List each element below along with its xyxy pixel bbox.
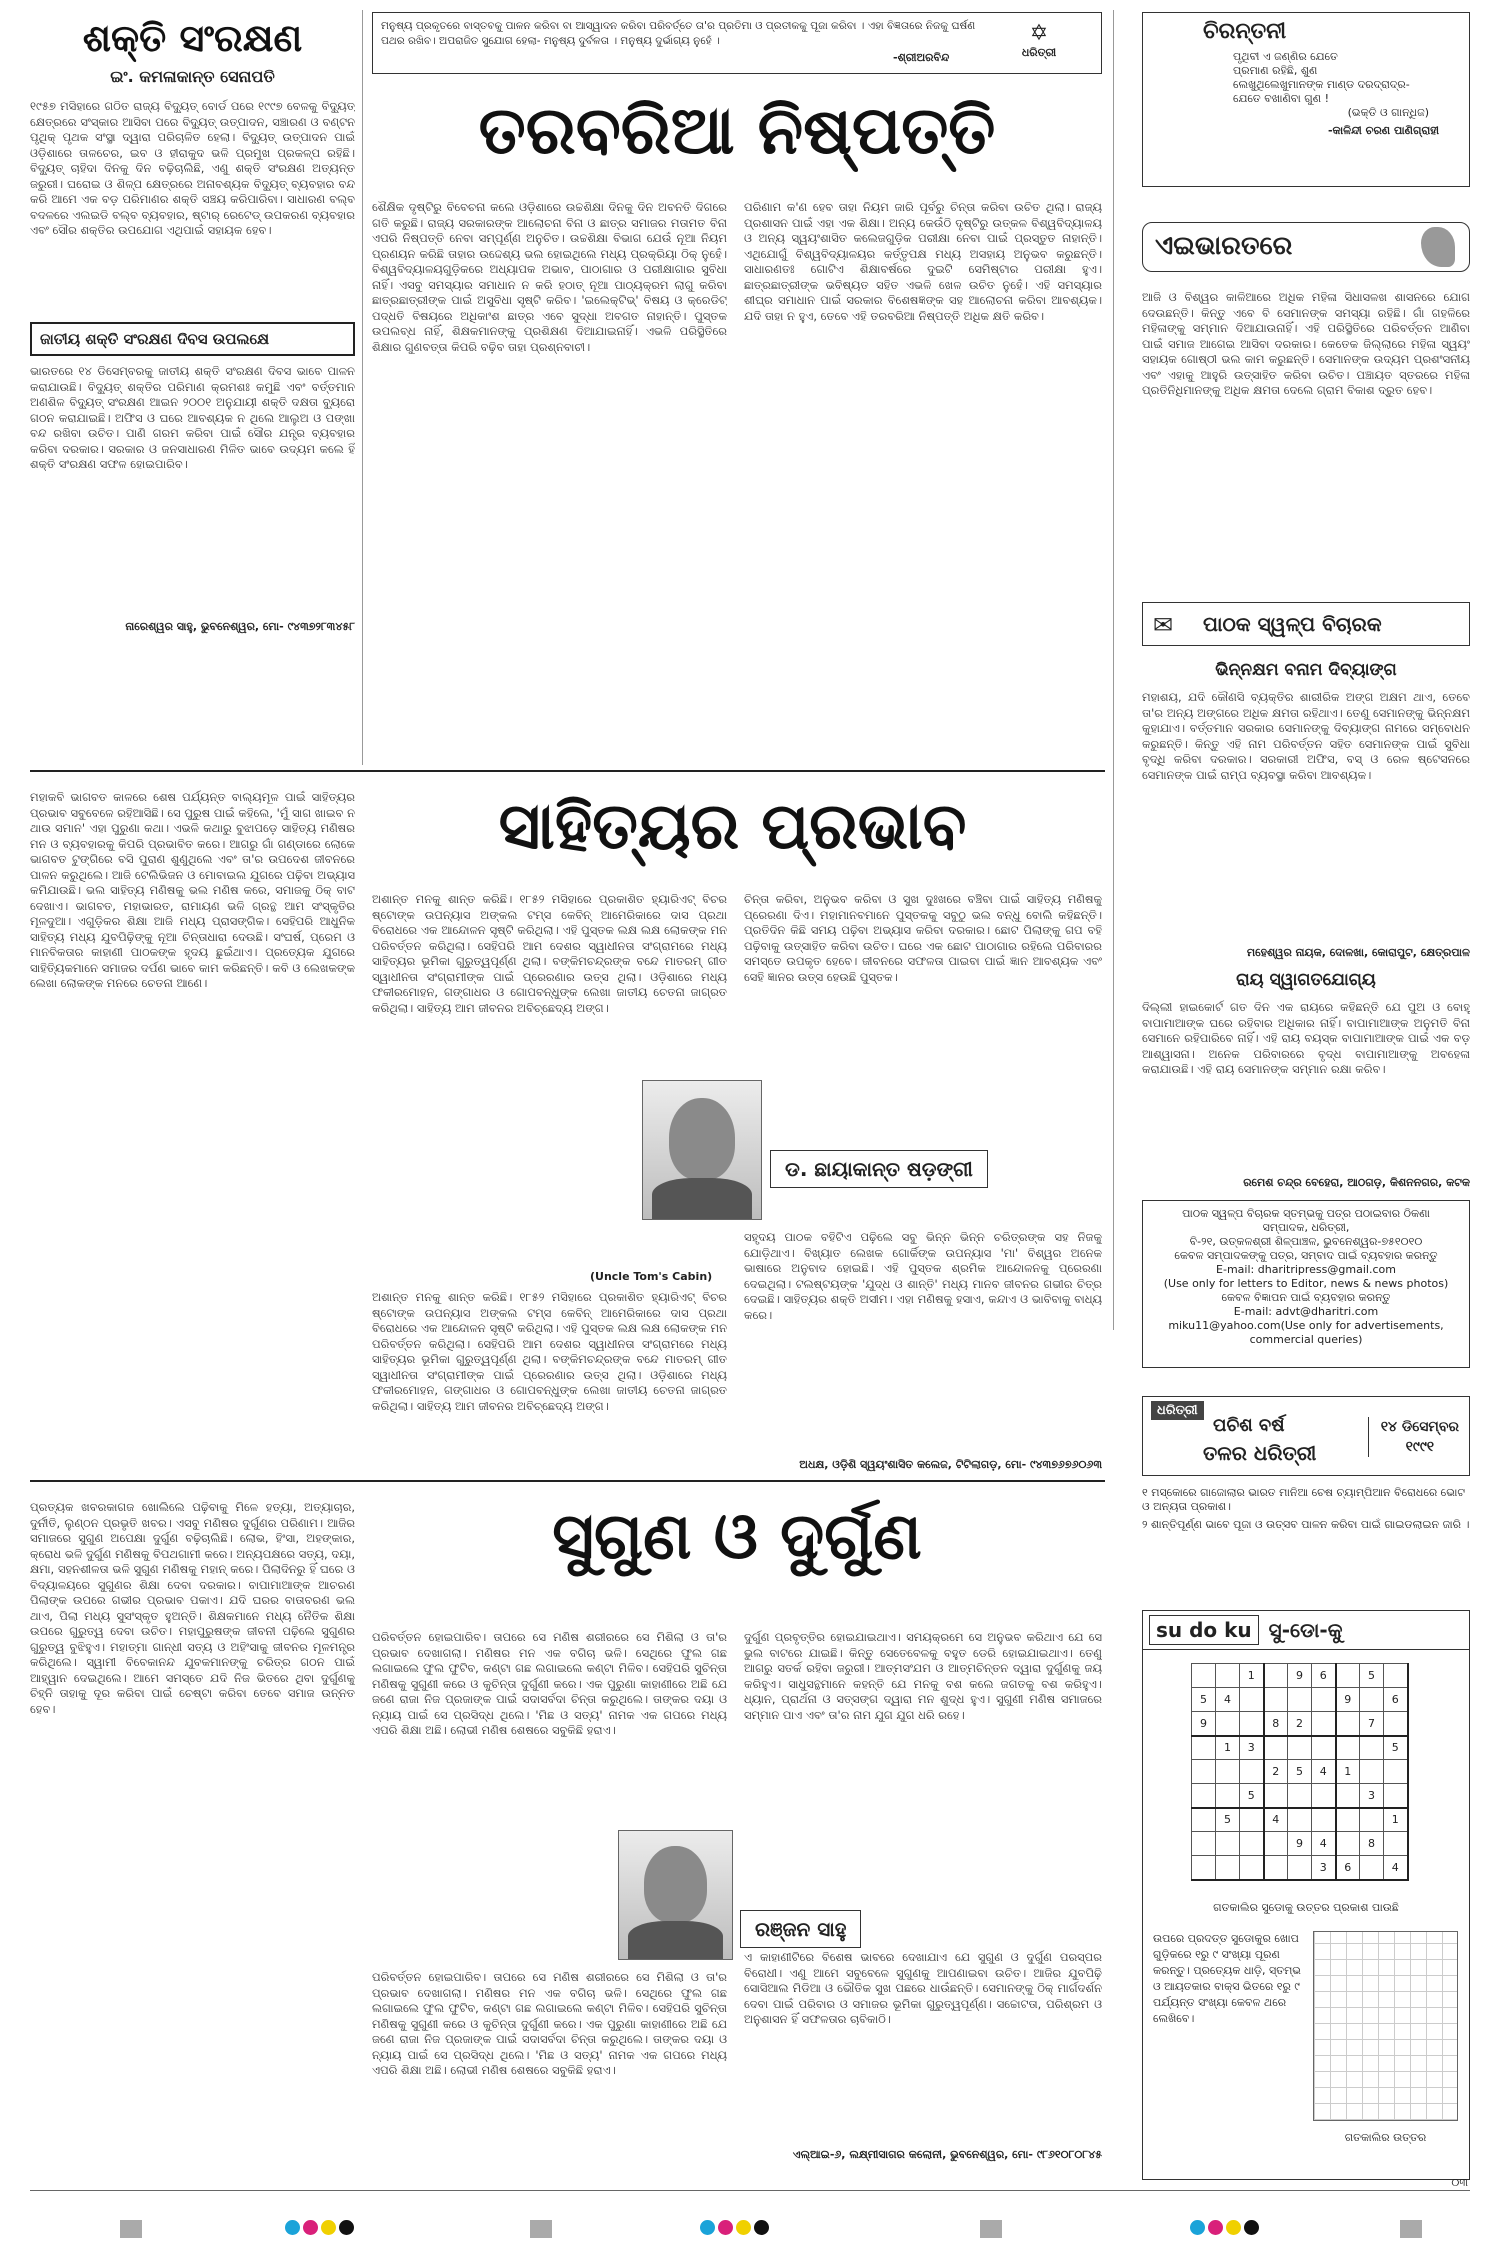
- sudoku-cell[interactable]: [1240, 1856, 1264, 1880]
- sudoku-cell[interactable]: 6: [1336, 1856, 1360, 1880]
- shakti-body-2: ଭାରତରେ ୧୪ ଡିସେମ୍ବରକୁ ଜାତୀୟ ଶକ୍ତି ସଂରକ୍ଷଣ ଦିବସ ଭାବେ ପାଳନ କରାଯାଉଛି। ବିଦ୍ୟୁତ୍ ଶକ୍ତିର ପରିମାଣ କ୍ରମଶଃ କମୁଛି ଏବଂ ବର୍ତ୍ତମାନ ଅଣଶିଳ ବିଦ୍ୟୁତ୍ ସଂରକ୍ଷଣ ଆଇନ ୨୦୦୧ ଅନୁଯାୟୀ ଶକ୍ତି ଦକ୍ଷତା ବ୍ୟୁରୋ ଗଠନ କରାଯାଇଛି। ଅଫିସ ଓ ଘରେ ଆବଶ୍ୟକ ନ ଥିଲେ ଆଲୁଅ ଓ ପଙ୍ଖା ବନ୍ଦ ରଖିବା ଉଚିତ। ପାଣି ଗରମ କରିବା ପାଇଁ ସୌର ଯନ୍ତ୍ର ବ୍ୟବହାର କରିବା ଦରକାର। ସରକାର ଓ ଜନସାଧାରଣ ମିଳିତ ଭାବେ ଉଦ୍ୟମ କଲେ ହିଁ ଶକ୍ତି ସଂରକ୍ଷଣ ସଫଳ ହୋଇପାରିବ।: [30, 364, 355, 471]
- archive-date-1: ୧୪ ଡିସେମ୍ବର: [1380, 1419, 1459, 1435]
- sudoku-cell[interactable]: [1336, 1832, 1360, 1856]
- chirantani-title: ଚିରନ୍ତନୀ: [1203, 19, 1287, 44]
- top-left-section: [30, 12, 355, 762]
- sudoku-cell[interactable]: 1: [1240, 1664, 1264, 1688]
- sudoku-cell[interactable]: [1312, 1736, 1336, 1760]
- sudoku-cell[interactable]: [1288, 1784, 1312, 1808]
- chirantani-line: ଲେଖୁଥିଲେଖୁମାନଙ୍କ ମାଣ୍ଡ ଦରଦ୍ରାଦ୍ର-: [1233, 78, 1410, 91]
- sudoku-cell[interactable]: 1: [1384, 1808, 1408, 1832]
- answer-caption: ଗତକାଲିର ଉତ୍ତର: [1344, 2131, 1427, 2144]
- sudoku-cell[interactable]: 5: [1216, 1808, 1240, 1832]
- sudoku-cell[interactable]: [1264, 1784, 1288, 1808]
- contact-line: କେବଳ ସମ୍ପାଦକଙ୍କୁ ପତ୍ର, ସମ୍ବାଦ ପାଇଁ ବ୍ୟବହାର କରନ୍ତୁ: [1174, 1249, 1438, 1262]
- contact-box: [1142, 1200, 1470, 1368]
- page-number: ୦୩: [1451, 2176, 1468, 2189]
- sudoku-cell[interactable]: [1312, 1688, 1336, 1712]
- sudoku-cell[interactable]: [1264, 1736, 1288, 1760]
- sudoku-cell[interactable]: [1336, 1808, 1360, 1832]
- uncle-tom-quote: (Uncle Tom's Cabin): [590, 1270, 713, 1283]
- chirantani-source: (ଭକ୍ତି ଓ ଗାନ୍ଧିଜ): [1347, 106, 1429, 119]
- archive-item-2: ୨ ଶାନ୍ତିପୂର୍ଣ୍ଣ ଭାବେ ପୂଜା ଓ ଉତ୍ସବ ପାଳନ କରିବା ପାଇଁ ଗାଇଡଲାଇନ ଜାରି ।: [1142, 1518, 1470, 1531]
- sudoku-header: [1143, 1611, 1469, 1650]
- quote-box: [372, 12, 1102, 74]
- sudoku-cell[interactable]: [1360, 1808, 1384, 1832]
- sudoku-cell[interactable]: [1264, 1832, 1288, 1856]
- sahityara-col-3: ଚିନ୍ତା କରିବା, ଅନୁଭବ କରିବା ଓ ସୁଖ ଦୁଃଖରେ ବଞ୍ଚିବା ପାଇଁ ସାହିତ୍ୟ ମଣିଷକୁ ପ୍ରେରଣା ଦିଏ। ମହାମାନବମାନେ ପୁସ୍ତକକୁ ସବୁଠୁ ଭଲ ବନ୍ଧୁ ବୋଲି କହିଛନ୍ତି। ପ୍ରତିଦିନ କିଛି ସମୟ ପଢ଼ିବା ଅଭ୍ୟାସ କରିବା ଦରକାର। ଛୋଟ ପିଲାଙ୍କୁ ଗପ ବହି ପଢ଼ିବାକୁ ଉତ୍ସାହିତ କରିବା ଉଚିତ। ଘରେ ଏକ ଛୋଟ ପାଠାଗାର ରହିଲେ ପରିବାରର ସମସ୍ତେ ଉପକୃତ ହେବେ। ଜୀବନରେ ସଫଳତା ପାଇବା ପାଇଁ ଜ୍ଞାନ ଆବଶ୍ୟକ ଏବଂ ସେହି ଜ୍ଞାନର ଉତ୍ସ ହେଉଛି ପୁସ୍ତକ।: [744, 892, 1102, 984]
- sudoku-cell[interactable]: [1384, 1832, 1408, 1856]
- suguna-col-2: ପରିବର୍ତ୍ତନ ହୋଇପାରିବ। ତାପରେ ସେ ମଣିଷ ଶରୀରରେ ସେ ମିଶିଲା ଓ ତା'ର ପ୍ରଭାବ ଦେଖାଗଲା। ମଣିଷର ମନ ଏକ ବଗିଚା ଭଳି। ସେଥିରେ ଫୁଲ ଗଛ ଲଗାଇଲେ ଫୁଲ ଫୁଟିବ, କଣ୍ଟା ଗଛ ଲଗାଇଲେ କଣ୍ଟା ମିଳିବ। ସେହିପରି ସୁଚିନ୍ତା ମଣିଷକୁ ସୁଗୁଣୀ କରେ ଓ କୁଚିନ୍ତା ଦୁର୍ଗୁଣୀ କରେ। ଏକ ପୁରୁଣା କାହାଣୀରେ ଅଛି ଯେ ଜଣେ ରାଜା ନିଜ ପ୍ରଜାଙ୍କ ପାଇଁ ସଦାସର୍ବଦା ଚିନ୍ତା କରୁଥିଲେ। ତାଙ୍କର ଦୟା ଓ ନ୍ୟାୟ ପାଇଁ ସେ ପ୍ରସିଦ୍ଧ ଥିଲେ। 'ମିଛ ଓ ସତ୍ୟ' ନାମକ ଏକ ଗପରେ ମଧ୍ୟ ଏପରି ଶିକ୍ଷା ଅଛି। ଲୋଭୀ ମଣିଷ ଶେଷରେ ସବୁକିଛି ହରାଏ।: [372, 1630, 727, 1737]
- sudoku-cell[interactable]: 4: [1384, 1856, 1408, 1880]
- sudoku-cell[interactable]: [1264, 1664, 1288, 1688]
- sudoku-cell[interactable]: [1312, 1712, 1336, 1736]
- sudoku-cell[interactable]: 3: [1312, 1856, 1336, 1880]
- sudoku-cell[interactable]: 6: [1312, 1664, 1336, 1688]
- quote-text: ମନୁଷ୍ୟ ପ୍ରକୃତରେ ବାସ୍ତବକୁ ପାଳନ କରିବା ବା ଆସ୍ୱାଦନ କରିବା ପରିବର୍ତ୍ତେ ତା'ର ପ୍ରତିମା ଓ ପ୍ରତୀକକୁ ପୂଜା କରିବା । ଏହା ବିଜ୍ଞତାରେ ନିଜକୁ ଘର୍ଷଣ ପଥର ରଖିବ। ଅପରାଜିତ ସୁଯୋଗ ହେଲା- ମନୁଷ୍ୟ ଦୁର୍ବଳତା । ମନୁଷ୍ୟ ଦୁର୍ଭାଗ୍ୟ ନୁହେଁ ।: [381, 20, 976, 47]
- sudoku-cell[interactable]: [1216, 1832, 1240, 1856]
- sudoku-cell[interactable]: [1192, 1832, 1216, 1856]
- star-icon: ✡: [1029, 21, 1049, 46]
- suguna-col-1: ପ୍ରତ୍ୟକ ଖବରକାଗଜ ଖୋଲିଲେ ପଢ଼ିବାକୁ ମିଳେ ହତ୍ୟା, ଅତ୍ୟାଚାର, ଦୁର୍ନୀତି, ଲୁଣ୍ଠନ ପ୍ରଭୃତି ଖବର। ଏସବୁ ମଣିଷର ଦୁର୍ଗୁଣର ପରିଣାମ। ଆଜିର ସମାଜରେ ସୁଗୁଣ ଅପେକ୍ଷା ଦୁର୍ଗୁଣ ବଢ଼ିଚାଲିଛି। ଲୋଭ, ହିଂସା, ଅହଙ୍କାର, କ୍ରୋଧ ଭଳି ଦୁର୍ଗୁଣ ମଣିଷକୁ ବିପଥଗାମୀ କରେ। ଅନ୍ୟପକ୍ଷରେ ସତ୍ୟ, ଦୟା, କ୍ଷମା, ସହନଶୀଳତା ଭଳି ସୁଗୁଣ ମଣିଷକୁ ମହାନ୍ କରେ। ପିଲାଦିନରୁ ହିଁ ଘରେ ଓ ବିଦ୍ୟାଳୟରେ ସୁଗୁଣର ଶିକ୍ଷା ଦେବା ଦରକାର। ବାପାମାଆଙ୍କ ଆଚରଣ ପିଲାଙ୍କ ଉପରେ ଗଭୀର ପ୍ରଭାବ ପକାଏ। ଯଦି ଘରର ବାତାବରଣ ଭଲ ଥାଏ, ପିଲା ମଧ୍ୟ ସୁସଂସ୍କୃତ ହୁଅନ୍ତି। ଶିକ୍ଷକମାନେ ମଧ୍ୟ ନୈତିକ ଶିକ୍ଷା ଉପରେ ଗୁରୁତ୍ୱ ଦେବା ଉଚିତ। ମହାପୁରୁଷଙ୍କ ଜୀବନୀ ପଢ଼ିଲେ ସୁଗୁଣର ଗୁରୁତ୍ୱ ବୁଝିହୁଏ। ମହାତ୍ମା ଗାନ୍ଧୀ ସତ୍ୟ ଓ ଅହିଂସାକୁ ଜୀବନର ମୂଳମନ୍ତ୍ର କରିଥିଲେ। ସ୍ୱାମୀ ବିବେକାନନ୍ଦ ଯୁବକମାନଙ୍କୁ ଚରିତ୍ର ଗଠନ ପାଇଁ ଆହ୍ୱାନ ଦେଇଥିଲେ। ଆମେ ସମସ୍ତେ ଯଦି ନିଜ ଭିତରେ ଥିବା ଦୁର୍ଗୁଣକୁ ଚିହ୍ନି ତାହାକୁ ଦୂର କରିବା ପାଇଁ ଚେଷ୍ଟା କରିବା ତେବେ ସମାଜ ଉନ୍ନତ ହେବ।: [30, 1500, 355, 1716]
- sudoku-caption: ଗତକାଲିର ସୁଡୋକୁ ଉତ୍ତର ପ୍ରକାଶ ପାଉଛି: [1213, 1901, 1399, 1914]
- sudoku-cell[interactable]: [1312, 1808, 1336, 1832]
- sudoku-cell[interactable]: 9: [1288, 1832, 1312, 1856]
- sudoku-cell[interactable]: [1288, 1736, 1312, 1760]
- contact-email[interactable]: miku11@yahoo.com(Use only for advertisements, commercial queries): [1168, 1319, 1444, 1346]
- sudoku-cell[interactable]: 2: [1264, 1760, 1288, 1784]
- quote-logo-text: ଧରିତ୍ରୀ: [1021, 46, 1057, 59]
- shakti-author: ଇଂ. କମଳାକାନ୍ତ ସେନାପତି: [110, 67, 275, 86]
- letter2-body: ଦିଲ୍ଲୀ ହାଇକୋର୍ଟ ଗତ ଦିନ ଏକ ରାୟରେ କହିଛନ୍ତି ଯେ ପୁଅ ଓ ବୋହୂ ବାପାମାଆଙ୍କ ଘରେ ରହିବାର ଅଧିକାର ନାହିଁ। ବାପାମାଆଙ୍କ ଅନୁମତି ବିନା ସେମାନେ ରହିପାରିବେ ନାହିଁ। ଏହି ରାୟ ବୟସ୍କ ବାପାମାଆଙ୍କ ପାଇଁ ଏକ ବଡ଼ ଆଶ୍ୱାସନା। ଅନେକ ପରିବାରରେ ବୃଦ୍ଧ ବାପାମାଆଙ୍କୁ ଅବହେଳା କରାଯାଉଛି। ଏହି ରାୟ ସେମାନଙ୍କ ସମ୍ମାନ ରକ୍ଷା କରିବ।: [1142, 1000, 1470, 1076]
- sudoku-cell[interactable]: [1192, 1664, 1216, 1688]
- sahityara-col-2b: ଅଶାନ୍ତ ମନକୁ ଶାନ୍ତ କରିଛି। ୧୮୫୨ ମସିହାରେ ପ୍ରକାଶିତ ହ୍ୟାରିଏଟ୍ ବିଚର ଷ୍ଟୋଙ୍କ ଉପନ୍ୟାସ ଅଙ୍କଲ ଟମ୍ସ କେବିନ୍ ଆମେରିକାରେ ଦାସ ପ୍ରଥା ବିରୋଧରେ ଏକ ଆନ୍ଦୋଳନ ସୃଷ୍ଟି କରିଥିଲା। ଏହି ପୁସ୍ତକ ଲକ୍ଷ ଲକ୍ଷ ଲୋକଙ୍କ ମନ ପରିବର୍ତ୍ତନ କରିଥିଲା। ସେହିପରି ଆମ ଦେଶର ସ୍ୱାଧୀନତା ସଂଗ୍ରାମରେ ମଧ୍ୟ ସାହିତ୍ୟର ଭୂମିକା ଗୁରୁତ୍ୱପୂର୍ଣ୍ଣ ଥିଲା। ବଙ୍କିମଚନ୍ଦ୍ରଙ୍କ ବନ୍ଦେ ମାତରମ୍ ଗୀତ ସ୍ୱାଧୀନତା ସଂଗ୍ରାମୀଙ୍କ ପାଇଁ ପ୍ରେରଣାର ଉତ୍ସ ଥିଲା। ଓଡ଼ିଶାରେ ମଧ୍ୟ ଫକୀରମୋହନ, ଗଙ୍ଗାଧର ଓ ଗୋପବନ୍ଧୁଙ୍କ ଲେଖା ଜାତୀୟ ଚେତନା ଜାଗ୍ରତ କରିଥିଲା। ସାହିତ୍ୟ ଆମ ଜୀବନର ଅବିଚ୍ଛେଦ୍ୟ ଅଙ୍ଗ।: [372, 1290, 727, 1413]
- sudoku-cell[interactable]: [1288, 1808, 1312, 1832]
- quote-author: -ଶ୍ରୀଅରବିନ୍ଦ: [893, 51, 950, 64]
- sudoku-cell[interactable]: [1264, 1688, 1288, 1712]
- sudoku-cell[interactable]: 5: [1288, 1760, 1312, 1784]
- sudoku-cell[interactable]: [1360, 1688, 1384, 1712]
- contact-line: ପାଠକ ସ୍ୱଳ୍ପ ବିଚାରକ ସ୍ତମ୍ଭକୁ ପତ୍ର ପଠାଇବାର ଠିକଣା: [1182, 1207, 1430, 1220]
- sahityara-author: ଡ. ଛାୟାକାନ୍ତ ଷଡ଼ଙ୍ଗୀ: [770, 1150, 988, 1188]
- print-marks: [0, 2220, 1500, 2244]
- sudoku-cell[interactable]: [1192, 1856, 1216, 1880]
- headline-tarabaria: ତରବରିଆ ନିଷ୍ପତ୍ତି: [478, 92, 996, 169]
- sudoku-cell[interactable]: 5: [1240, 1784, 1264, 1808]
- contact-line: କେବଳ ବିଜ୍ଞାପନ ପାଇଁ ବ୍ୟବହାର କରନ୍ତୁ: [1221, 1291, 1391, 1304]
- contact-line: ବି-୨୧, ଉତ୍କଳଶ୍ରୀ ଶିଳ୍ପାଞ୍ଚଳ, ଭୁବନେଶ୍ୱର-୭୫୧୦୧୦: [1189, 1235, 1423, 1248]
- sudoku-cell[interactable]: 4: [1216, 1688, 1240, 1712]
- sudoku-cell[interactable]: [1312, 1784, 1336, 1808]
- author-photo: [618, 1830, 733, 1960]
- sudoku-cell[interactable]: [1240, 1712, 1264, 1736]
- sudoku-cell[interactable]: [1288, 1856, 1312, 1880]
- archive-logo: ଧରିତ୍ରୀ: [1151, 1401, 1204, 1420]
- sudoku-cell[interactable]: [1192, 1808, 1216, 1832]
- sudoku-cell[interactable]: [1288, 1688, 1312, 1712]
- contact-note: (Use only for letters to Editor, news & news photos): [1163, 1277, 1449, 1290]
- sudoku-cell[interactable]: 3: [1360, 1784, 1384, 1808]
- sudoku-cell[interactable]: [1264, 1856, 1288, 1880]
- shakti-body: ୧୯୫୭ ମସିହାରେ ଗଠିତ ରାଜ୍ୟ ବିଦ୍ୟୁତ୍ ବୋର୍ଡ ପରେ ୧୯୯୭ ବେଳକୁ ବିଦ୍ୟୁତ୍ କ୍ଷେତ୍ରରେ ସଂସ୍କାର ଆସିବା ପରେ ବିଦ୍ୟୁତ୍ ଉତ୍ପାଦନ, ସଞ୍ଚାରଣ ଓ ବଣ୍ଟନ ପୃଥିକ୍ ପୃଥକ ସଂସ୍ଥା ଦ୍ୱାରା ପରିଚାଳିତ ହେଲା। ବିଦ୍ୟୁତ୍ ଉତ୍ପାଦନ ପାଇଁ ଓଡ଼ିଶାରେ ତାଳଚେର, ଇବ ଓ ହୀରାକୁଦ ଭଳି ପ୍ରମୁଖ ପ୍ରକଳ୍ପ ରହିଛି। ବିଦ୍ୟୁତ୍ ଚାହିଦା ଦିନକୁ ଦିନ ବଢ଼ିଚାଲିଛି, ଏଣୁ ଶକ୍ତି ସଂରକ୍ଷଣ ଅତ୍ୟନ୍ତ ଜରୁରୀ। ଘରୋଇ ଓ ଶିଳ୍ପ କ୍ଷେତ୍ରରେ ଅନାବଶ୍ୟକ ବିଦ୍ୟୁତ୍ ବ୍ୟବହାର ବନ୍ଦ କରି ଆମେ ଏକ ବଡ଼ ପରିମାଣର ଶକ୍ତି ସଞ୍ଚୟ କରିପାରିବା। ସାଧାରଣ ବଲ୍ବ ବଦଳରେ ଏଲଇଡି ବଲ୍ବ ବ୍ୟବହାର, ଷ୍ଟାର୍ ରେଟେଡ୍ ଉପକରଣ ବ୍ୟବହାର ଏବଂ ସୌର ଶକ୍ତିର ଉପଯୋଗ ଏଥିପାଇଁ ସହାୟକ ହେବ।: [30, 99, 355, 237]
- ebharat-text: ଆଜି ଓ ବିଶ୍ୱର କାଳିଆରେ ଅଧିକ ମହିଳା ସିଧାସଳଖ ଶାସନରେ ଯୋଗ ଦେଉଛନ୍ତି। କିନ୍ତୁ ଏବେ ବି ସେମାନଙ୍କ ସମସ୍ୟା ରହିଛି। ଗାଁ ଗହଳିରେ ମହିଳାଙ୍କୁ ସମ୍ମାନ ଦିଆଯାଉନାହିଁ। ଏହି ପରିସ୍ଥିତିରେ ପରିବର୍ତ୍ତନ ଆଣିବା ପାଇଁ ସମାଜ ଆଗେଇ ଆସିବା ଦରକାର। କେତେକ ଜିଲ୍ଲାରେ ମହିଳା ସ୍ୱୟଂ ସହାୟକ ଗୋଷ୍ଠୀ ଭଲ କାମ କରୁଛନ୍ତି। ସେମାନଙ୍କ ଉଦ୍ୟମ ପ୍ରଶଂସନୀୟ ଏବଂ ଏହାକୁ ଆହୁରି ଉତ୍ସାହିତ କରିବା ଉଚିତ। ପଞ୍ଚାୟତ ସ୍ତରରେ ମହିଳା ପ୍ରତିନିଧିମାନଙ୍କୁ ଅଧିକ କ୍ଷମତା ଦେଲେ ଗ୍ରାମ ବିକାଶ ଦ୍ରୁତ ହେବ।: [1142, 290, 1470, 397]
- envelope-icon: ✉: [1153, 611, 1174, 639]
- chirantani-line: ପ୍ରମାଣ ରହିଛି, ଶୁଣ: [1233, 64, 1318, 77]
- sudoku-cell[interactable]: 3: [1240, 1736, 1264, 1760]
- archive-item-1: ୧ ମସ୍କୋରେ ଗାଜୋଲାର ଭାରତ ମାନିଆ ଚେଷ ଚ୍ୟାମ୍ପିଆନ ବିରୋଧରେ ଭୋଟ ଓ ଅନ୍ୟତା ପ୍ରକାଶ।: [1142, 1486, 1465, 1513]
- tarabaria-col-1: ଶୈକ୍ଷିକ ଦୃଷ୍ଟିରୁ ବିବେଚନା କଲେ ଓଡ଼ିଶାରେ ଉଚ୍ଚଶିକ୍ଷା ଦିନକୁ ଦିନ ଅବନତି ଦିଗରେ ଗତି କରୁଛି। ରାଜ୍ୟ ସରକାରଙ୍କ ଆଲୋଚନା ବିନା ଓ ଛାତ୍ର ସମାଜର ମତାମତ ବିନା ଏପରି ନିଷ୍ପତ୍ତି ନେବା ସମ୍ପୂର୍ଣ୍ଣ ଅନୁଚିତ। ଉଚ୍ଚଶିକ୍ଷା ବିଭାଗ ଯେଉଁ ନୂଆ ନିୟମ ପ୍ରଣୟନ କରିଛି ତାହାର ଉଦ୍ଦେଶ୍ୟ ଭଲ ହୋଇଥିଲେ ମଧ୍ୟ ପ୍ରକ୍ରିୟା ଠିକ୍ ନୁହେଁ। ବିଶ୍ୱବିଦ୍ୟାଳୟଗୁଡ଼ିକରେ ଅଧ୍ୟାପକ ଅଭାବ, ପାଠାଗାର ଓ ପରୀକ୍ଷାଗାର ସୁବିଧା ନାହିଁ। ଏସବୁ ସମସ୍ୟାର ସମାଧାନ ନ କରି ହଠାତ୍ ନୂଆ ପାଠ୍ୟକ୍ରମ ଲାଗୁ କରିବା ଛାତ୍ରଛାତ୍ରୀଙ୍କ ପାଇଁ ଅସୁବିଧା ସୃଷ୍ଟି କରିବ। 'ଇଲେକ୍ଟିଭ୍' ବିଷୟ ଓ କ୍ରେଡିଟ୍ ପଦ୍ଧତି ବିଷୟରେ ଅଧିକାଂଶ ଛାତ୍ର ଏବେ ସୁଦ୍ଧା ଅବଗତ ନାହାନ୍ତି। ପୁସ୍ତକ ଉପଲବ୍ଧ ନାହିଁ, ଶିକ୍ଷକମାନଙ୍କୁ ପ୍ରଶିକ୍ଷଣ ଦିଆଯାଇନାହିଁ। ଏଭଳି ପରିସ୍ଥିତିରେ ଶିକ୍ଷାର ଗୁଣବତ୍ତା କିପରି ବଢ଼ିବ ତାହା ପ୍ରଶ୍ନବାଚୀ।: [372, 200, 727, 354]
- sudoku-cell[interactable]: 2: [1288, 1712, 1312, 1736]
- sudoku-cell[interactable]: [1384, 1760, 1408, 1784]
- sahityara-col-3b: ସହୃଦୟ ପାଠକ ବହିଟିଏ ପଢ଼ିଲେ ସବୁ ଭିନ୍ନ ଭିନ୍ନ ଚରିତ୍ରଙ୍କ ସହ ନିଜକୁ ଯୋଡ଼ିଥାଏ। ବିଖ୍ୟାତ ଲେଖକ ଗୋର୍କିଙ୍କ ଉପନ୍ୟାସ 'ମା' ବିଶ୍ୱର ଅନେକ ଭାଷାରେ ଅନୁବାଦ ହୋଇଛି। ଏହି ପୁସ୍ତକ ଶ୍ରମିକ ଆନ୍ଦୋଳନକୁ ପ୍ରେରଣା ଦେଇଥିଲା। ଟଲଷ୍ଟୟଙ୍କ 'ଯୁଦ୍ଧ ଓ ଶାନ୍ତି' ମଧ୍ୟ ମାନବ ଜୀବନର ଗଭୀର ଚିତ୍ର ଦେଇଛି। ସାହିତ୍ୟର ଶକ୍ତି ଅସୀମ। ଏହା ମଣିଷକୁ ହସାଏ, କନ୍ଦାଏ ଓ ଭାବିବାକୁ ବାଧ୍ୟ କରେ।: [744, 1230, 1102, 1322]
- chirantani-box: [1142, 12, 1470, 187]
- chirantani-line: ଯେତେ ବଖାଣିବା ଗୁଣ !: [1233, 92, 1329, 105]
- sudoku-cell[interactable]: [1216, 1856, 1240, 1880]
- sudoku-cell[interactable]: 8: [1360, 1832, 1384, 1856]
- author-photo: [642, 1080, 762, 1220]
- sudoku-cell[interactable]: [1360, 1736, 1384, 1760]
- shakti-subhead: ଜାତୀୟ ଶକ୍ତି ସଂରକ୍ଷଣ ଦିବସ ଉପଲକ୍ଷେ: [30, 322, 355, 356]
- sudoku-cell[interactable]: 1: [1216, 1736, 1240, 1760]
- sudoku-grid[interactable]: [1191, 1663, 1409, 1881]
- contact-email[interactable]: E-mail: advt@dharitri.com: [1233, 1305, 1379, 1318]
- letter2-sign: ରମେଶ ଚନ୍ଦ୍ର ବେହେରା, ଆଠଗଡ଼, କିଶନନଗର, କଟକ: [1243, 1176, 1470, 1189]
- contact-line: ସମ୍ପାଦକ, ଧରିତ୍ରୀ,: [1262, 1221, 1350, 1234]
- shakti-title: ଶକ୍ତି ସଂରକ୍ଷଣ: [82, 16, 303, 60]
- sudoku-cell[interactable]: 4: [1312, 1760, 1336, 1784]
- contact-email[interactable]: E-mail: dharitripress@gmail.com: [1216, 1263, 1396, 1276]
- suguna-col-3b: ଏ କାହାଣୀଟିରେ ବିଶେଷ ଭାବରେ ଦେଖାଯାଏ ଯେ ସୁଗୁଣ ଓ ଦୁର୍ଗୁଣ ପରସ୍ପର ବିରୋଧୀ। ଏଣୁ ଆମେ ସବୁବେଳେ ସୁଗୁଣକୁ ଆପଣାଇବା ଉଚିତ। ଆଜିର ଯୁବପିଢ଼ି ସୋସିଆଲ ମିଡିଆ ଓ ଭୌତିକ ସୁଖ ପଛରେ ଧାଉଁଛନ୍ତି। ସେମାନଙ୍କୁ ଠିକ୍ ମାର୍ଗଦର୍ଶନ ଦେବା ପାଇଁ ପରିବାର ଓ ସମାଜର ଭୂମିକା ଗୁରୁତ୍ୱପୂର୍ଣ୍ଣ। ସଚ୍ଚୋଟତା, ପରିଶ୍ରମ ଓ ଅନୁଶାସନ ହିଁ ସଫଳତାର ଚାବିକାଠି।: [744, 1950, 1102, 2026]
- sudoku-cell[interactable]: [1384, 1712, 1408, 1736]
- answer-grid: [1313, 1931, 1458, 2121]
- sudoku-cell[interactable]: 4: [1312, 1832, 1336, 1856]
- suguna-author: ରଞ୍ଜନ ସାହୁ: [740, 1910, 861, 1948]
- sudoku-cell[interactable]: [1360, 1760, 1384, 1784]
- sudoku-cell[interactable]: [1384, 1784, 1408, 1808]
- sahityara-byline: ଅଧକ୍ଷ, ଓଡ଼ିଶି ସ୍ୱୟଂଶାସିତ କଲେଜ, ଟିଟିଲାଗଡ଼, ମୋ- ୯୪୩୭୬୭୬୦୬୩: [799, 1458, 1102, 1471]
- archive-tagline: ତଳର ଧରିତ୍ରୀ: [1203, 1441, 1317, 1465]
- archive-date: [1368, 1417, 1459, 1457]
- sudoku-cell[interactable]: 1: [1336, 1760, 1360, 1784]
- sudoku-cell[interactable]: 6: [1384, 1688, 1408, 1712]
- reader-banner: [1142, 602, 1470, 646]
- sudoku-cell[interactable]: [1240, 1688, 1264, 1712]
- suguna-col-3: ଦୁର୍ଗୁଣ ପ୍ରବୃତ୍ତିର ହୋଇଯାଇଥାଏ। ସମୟକ୍ରମେ ସେ ଅନୁଭବ କରିଥାଏ ଯେ ସେ ଭୁଲ ବାଟରେ ଯାଇଛି। କିନ୍ତୁ ସେତେବେଳକୁ ବହୁତ ଡେରି ହୋଇଯାଇଥାଏ। ତେଣୁ ଆଗରୁ ସତର୍କ ରହିବା ଜରୁରୀ। ଆତ୍ମସଂଯମ ଓ ଆତ୍ମଚିନ୍ତନ ଦ୍ୱାରା ଦୁର୍ଗୁଣକୁ ଜୟ କରିହୁଏ। ସାଧୁସନ୍ଥମାନେ କହନ୍ତି ଯେ ମନକୁ ବଶ କଲେ ଜଗତକୁ ବଶ କରିହୁଏ। ଧ୍ୟାନ, ପ୍ରାର୍ଥନା ଓ ସତ୍ସଙ୍ଗ ଦ୍ୱାରା ମନ ଶୁଦ୍ଧ ହୁଏ। ସୁଗୁଣୀ ମଣିଷ ସମାଜରେ ସମ୍ମାନ ପାଏ ଏବଂ ତା'ର ନାମ ଯୁଗ ଯୁଗ ଧରି ରହେ।: [744, 1630, 1102, 1722]
- sudoku-cell[interactable]: 5: [1360, 1664, 1384, 1688]
- headline-sahityara: ସାହିତ୍ୟର ପ୍ରଭାବ: [498, 790, 967, 864]
- ebharat-title: ଏଇଭାରତରେ: [1155, 231, 1293, 261]
- sudoku-cell[interactable]: [1240, 1760, 1264, 1784]
- sudoku-cell[interactable]: 7: [1360, 1712, 1384, 1736]
- sudoku-cell[interactable]: [1360, 1856, 1384, 1880]
- letter2-title: ରାୟ ସ୍ୱାଗତଯୋଗ୍ୟ: [1236, 970, 1376, 990]
- sudoku-cell[interactable]: [1216, 1712, 1240, 1736]
- sudoku-cell[interactable]: [1216, 1784, 1240, 1808]
- sudoku-cell[interactable]: [1192, 1760, 1216, 1784]
- sudoku-cell[interactable]: [1384, 1664, 1408, 1688]
- sudoku-cell[interactable]: [1216, 1760, 1240, 1784]
- sudoku-cell[interactable]: 9: [1192, 1712, 1216, 1736]
- sudoku-cell[interactable]: [1336, 1784, 1360, 1808]
- sudoku-cell[interactable]: [1192, 1784, 1216, 1808]
- sudoku-cell[interactable]: 4: [1264, 1808, 1288, 1832]
- sudoku-box: [1142, 1610, 1470, 2180]
- letter1-body: ମହାଶୟ, ଯଦି କୌଣସି ବ୍ୟକ୍ତିର ଶାରୀରିକ ଅଙ୍ଗ ଅକ୍ଷମ ଥାଏ, ତେବେ ତା'ର ଅନ୍ୟ ଅଙ୍ଗରେ ଅଧିକ କ୍ଷମତା ରହିଥାଏ। ତେଣୁ ସେମାନଙ୍କୁ ଭିନ୍ନକ୍ଷମ କୁହାଯାଏ। ବର୍ତ୍ତମାନ ସରକାର ସେମାନଙ୍କୁ ଦିବ୍ୟାଙ୍ଗ ନାମରେ ସମ୍ବୋଧନ କରୁଛନ୍ତି। କିନ୍ତୁ ଏହି ନାମ ପରିବର୍ତ୍ତନ ସହିତ ସେମାନଙ୍କ ପାଇଁ ସୁବିଧା ବୃଦ୍ଧି କରିବା ଦରକାର। ସରକାରୀ ଅଫିସ, ବସ୍ ଓ ରେଳ ଷ୍ଟେସନରେ ସେମାନଙ୍କ ପାଇଁ ରାମ୍ପ ବ୍ୟବସ୍ଥା କରିବା ଆବଶ୍ୟକ।: [1142, 690, 1470, 782]
- sudoku-title-odia: ସୁ-ଡୋ-କୁ: [1268, 1618, 1343, 1642]
- tarabaria-col-2: ପରିଣାମ କ'ଣ ହେବ ତାହା ନିୟମ ଜାରି ପୂର୍ବରୁ ଚିନ୍ତା କରିବା ଉଚିତ ଥିଲା। ରାଜ୍ୟ ପ୍ରଶାସନ ପାଇଁ ଏହା ଏକ ଶିକ୍ଷା। ଅନ୍ୟ କେଉଁଠି ଦୃଷ୍ଟିରୁ ଉତ୍କଳ ବିଶ୍ୱବିଦ୍ୟାଳୟ ଓ ଅନ୍ୟ ସ୍ୱୟଂଶାସିତ କଲେଜଗୁଡ଼ିକ ପରୀକ୍ଷା ନେବା ପାଇଁ ପ୍ରସ୍ତୁତ ନାହାନ୍ତି। ଏଥିଯୋଗୁଁ ବିଶ୍ୱବିଦ୍ୟାଳୟର କର୍ତ୍ତୃପକ୍ଷ ମଧ୍ୟ ଅସହାୟ ଅନୁଭବ କରୁଛନ୍ତି। ସାଧାରଣତଃ ଗୋଟିଏ ଶିକ୍ଷାବର୍ଷରେ ଦୁଇଟି ସେମିଷ୍ଟାର ପରୀକ୍ଷା ହୁଏ। ଛାତ୍ରଛାତ୍ରୀଙ୍କ ଭବିଷ୍ୟତ ସହିତ ଏଭଳି ଖେଳ ଉଚିତ ନୁହେଁ। ଏହି ସମସ୍ୟାର ଶୀଘ୍ର ସମାଧାନ ପାଇଁ ସରକାର ବିଶେଷଜ୍ଞଙ୍କ ସହ ଆଲୋଚନା କରିବା ଆବଶ୍ୟକ। ଯଦି ତାହା ନ ହୁଏ, ତେବେ ଏହି ତରବରିଆ ନିଷ୍ପତ୍ତି ଅଧିକ କ୍ଷତି କରିବ।: [744, 200, 1102, 323]
- archive-date-2: ୧୯୯୧: [1405, 1439, 1435, 1455]
- sudoku-cell[interactable]: [1216, 1664, 1240, 1688]
- shakti-byline: ନାରେଶ୍ୱର ସାହୁ, ଭୁବନେଶ୍ୱର, ମୋ- ୯୪୩୭୨୮୩୪୫୮: [125, 620, 355, 633]
- reader-title: ପାଠକ ସ୍ୱଳ୍ପ ବିଚାରକ: [1203, 612, 1382, 636]
- sudoku-cell[interactable]: 9: [1288, 1664, 1312, 1688]
- sudoku-cell[interactable]: [1240, 1832, 1264, 1856]
- sudoku-cell[interactable]: [1240, 1808, 1264, 1832]
- archive-box: [1142, 1396, 1470, 1476]
- suguna-col-2b: ପରିବର୍ତ୍ତନ ହୋଇପାରିବ। ତାପରେ ସେ ମଣିଷ ଶରୀରରେ ସେ ମିଶିଲା ଓ ତା'ର ପ୍ରଭାବ ଦେଖାଗଲା। ମଣିଷର ମନ ଏକ ବଗିଚା ଭଳି। ସେଥିରେ ଫୁଲ ଗଛ ଲଗାଇଲେ ଫୁଲ ଫୁଟିବ, କଣ୍ଟା ଗଛ ଲଗାଇଲେ କଣ୍ଟା ମିଳିବ। ସେହିପରି ସୁଚିନ୍ତା ମଣିଷକୁ ସୁଗୁଣୀ କରେ ଓ କୁଚିନ୍ତା ଦୁର୍ଗୁଣୀ କରେ। ଏକ ପୁରୁଣା କାହାଣୀରେ ଅଛି ଯେ ଜଣେ ରାଜା ନିଜ ପ୍ରଜାଙ୍କ ପାଇଁ ସଦାସର୍ବଦା ଚିନ୍ତା କରୁଥିଲେ। ତାଙ୍କର ଦୟା ଓ ନ୍ୟାୟ ପାଇଁ ସେ ପ୍ରସିଦ୍ଧ ଥିଲେ। 'ମିଛ ଓ ସତ୍ୟ' ନାମକ ଏକ ଗପରେ ମଧ୍ୟ ଏପରି ଶିକ୍ଷା ଅଛି। ଲୋଭୀ ମଣିଷ ଶେଷରେ ସବୁକିଛି ହରାଏ।: [372, 1970, 727, 2077]
- sudoku-cell[interactable]: [1336, 1712, 1360, 1736]
- suguna-byline: ଏଲ୍ଆଇ-୬, ଲକ୍ଷ୍ମୀସାଗର କଲୋନୀ, ଭୁବନେଶ୍ୱର, ମୋ- ୯୮୬୧୦୮୦୮୪୫: [792, 2148, 1102, 2161]
- india-map-icon: [1421, 227, 1455, 267]
- ebharat-banner: [1142, 222, 1470, 272]
- sudoku-cell[interactable]: [1336, 1664, 1360, 1688]
- chirantani-line: ପୃଥିବୀ ଏ ଜଣ୍ଣିର ଯେତେ: [1233, 50, 1338, 63]
- sudoku-cell[interactable]: [1192, 1736, 1216, 1760]
- sudoku-cell[interactable]: 9: [1336, 1688, 1360, 1712]
- archive-years: ପଚିଶ ବର୍ଷ: [1213, 1415, 1285, 1436]
- quote-logo: [989, 21, 1089, 60]
- sudoku-cell[interactable]: 5: [1192, 1688, 1216, 1712]
- sahityara-col-2: ଅଶାନ୍ତ ମନକୁ ଶାନ୍ତ କରିଛି। ୧୮୫୨ ମସିହାରେ ପ୍ରକାଶିତ ହ୍ୟାରିଏଟ୍ ବିଚର ଷ୍ଟୋଙ୍କ ଉପନ୍ୟାସ ଅଙ୍କଲ ଟମ୍ସ କେବିନ୍ ଆମେରିକାରେ ଦାସ ପ୍ରଥା ବିରୋଧରେ ଏକ ଆନ୍ଦୋଳନ ସୃଷ୍ଟି କରିଥିଲା। ଏହି ପୁସ୍ତକ ଲକ୍ଷ ଲକ୍ଷ ଲୋକଙ୍କ ମନ ପରିବର୍ତ୍ତନ କରିଥିଲା। ସେହିପରି ଆମ ଦେଶର ସ୍ୱାଧୀନତା ସଂଗ୍ରାମରେ ମଧ୍ୟ ସାହିତ୍ୟର ଭୂମିକା ଗୁରୁତ୍ୱପୂର୍ଣ୍ଣ ଥିଲା। ବଙ୍କିମଚନ୍ଦ୍ରଙ୍କ ବନ୍ଦେ ମାତରମ୍ ଗୀତ ସ୍ୱାଧୀନତା ସଂଗ୍ରାମୀଙ୍କ ପାଇଁ ପ୍ରେରଣାର ଉତ୍ସ ଥିଲା। ଓଡ଼ିଶାରେ ମଧ୍ୟ ଫକୀରମୋହନ, ଗଙ୍ଗାଧର ଓ ଗୋପବନ୍ଧୁଙ୍କ ଲେଖା ଜାତୀୟ ଚେତନା ଜାଗ୍ରତ କରିଥିଲା। ସାହିତ୍ୟ ଆମ ଜୀବନର ଅବିଚ୍ଛେଦ୍ୟ ଅଙ୍ଗ।: [372, 892, 727, 1015]
- sudoku-cell[interactable]: 5: [1384, 1736, 1408, 1760]
- chirantani-lines: [1143, 44, 1469, 106]
- headline-suguna: ସୁଗୁଣ ଓ ଦୁର୍ଗୁଣ: [552, 1500, 922, 1574]
- sudoku-cell[interactable]: 8: [1264, 1712, 1288, 1736]
- sahityara-col-1: ମହାକବି ଭାଗବତ କାଳରେ ଶେଷ ପର୍ଯ୍ୟନ୍ତ ବାଲ୍ୟମୂଳ ପାଇଁ ସାହିତ୍ୟର ପ୍ରଭାବ ସବୁବେଳେ ରହିଆସିଛି। ସେ ପୁରୁଷ ପାଇଁ କହିଲେ, 'ମୁଁ ସାଗ ଖାଇବ ନ ଥାଉ ସମାନ' ଏହା ପୁରୁଣା କଥା। ଏଭଳି କଥାରୁ ବୁଝାପଡ଼େ ସାହିତ୍ୟ ମଣିଷର ମନ ଓ ବ୍ୟବହାରକୁ କିପରି ପ୍ରଭାବିତ କରେ। ଆଗରୁ ଗାଁ ଗଣ୍ଡାରେ ଲୋକେ ଭାଗବତ ଟୁଙ୍ଗିରେ ବସି ପୁରାଣ ଶୁଣୁଥିଲେ ଏବଂ ତା'ର ଉପଦେଶ ଜୀବନରେ ପାଳନ କରୁଥିଲେ। ଆଜି ଟେଲିଭିଜନ ଓ ମୋବାଇଲ ଯୁଗରେ ପଢ଼ିବା ଅଭ୍ୟାସ କମିଯାଉଛି। ଭଲ ସାହିତ୍ୟ ମଣିଷକୁ ଭଲ ମଣିଷ କରେ, ସମାଜକୁ ଠିକ୍ ବାଟ ଦେଖାଏ। ଭାଗବତ, ମହାଭାରତ, ରାମାୟଣ ଭଳି ଗ୍ରନ୍ଥ ଆମ ସଂସ୍କୃତିର ମୂଳଦୁଆ। ଏଗୁଡ଼ିକର ଶିକ୍ଷା ଆଜି ମଧ୍ୟ ପ୍ରାସଙ୍ଗିକ। ସେହିପରି ଆଧୁନିକ ସାହିତ୍ୟ ମଧ୍ୟ ଯୁବପିଢ଼ିଙ୍କୁ ନୂଆ ଚିନ୍ତାଧାରା ଦେଉଛି। ସଂଘର୍ଷ, ପ୍ରେମ ଓ ମାନବିକତାର କାହାଣୀ ପାଠକଙ୍କ ହୃଦୟ ଛୁଇଁଥାଏ। ପ୍ରତ୍ୟେକ ଯୁଗରେ ସାହିତ୍ୟିକମାନେ ସମାଜର ଦର୍ପଣ ଭାବେ କାମ କରିଛନ୍ତି। କବି ଓ ଲେଖକଙ୍କ ଲେଖା ଲୋକଙ୍କ ମନରେ ଚେତନା ଆଣେ।: [30, 790, 355, 990]
- crossword-text: ଉପରେ ପ୍ରଦତ୍ତ ସୁଡୋକୁର ଖୋପ ଗୁଡ଼ିକରେ ୧ରୁ ୯ ସଂଖ୍ୟା ପୂରଣ କରନ୍ତୁ। ପ୍ରତ୍ୟେକ ଧାଡ଼ି, ସ୍ତମ୍ଭ ଓ ଆୟତକାର ବାକ୍ସ ଭିତରେ ୧ରୁ ୯ ପର୍ଯ୍ୟନ୍ତ ସଂଖ୍ୟା କେବଳ ଥରେ ଲେଖିବେ।: [1153, 1932, 1301, 2025]
- letter1-sign: ମହେଶ୍ୱର ନାୟକ, ଦୋଳଖା, କୋରାପୁଟ, କ୍ଷେତ୍ରପାଳ: [1246, 946, 1470, 959]
- sudoku-cell[interactable]: [1336, 1736, 1360, 1760]
- chirantani-author: -କାଳିନ୍ଦୀ ଚରଣ ପାଣିଗ୍ରାହୀ: [1327, 124, 1439, 137]
- letter1-title: ଭିନ୍ନକ୍ଷମ ବନାମ ଦିବ୍ୟାଙ୍ଗ: [1215, 660, 1397, 680]
- sudoku-title: su do ku: [1149, 1615, 1259, 1645]
